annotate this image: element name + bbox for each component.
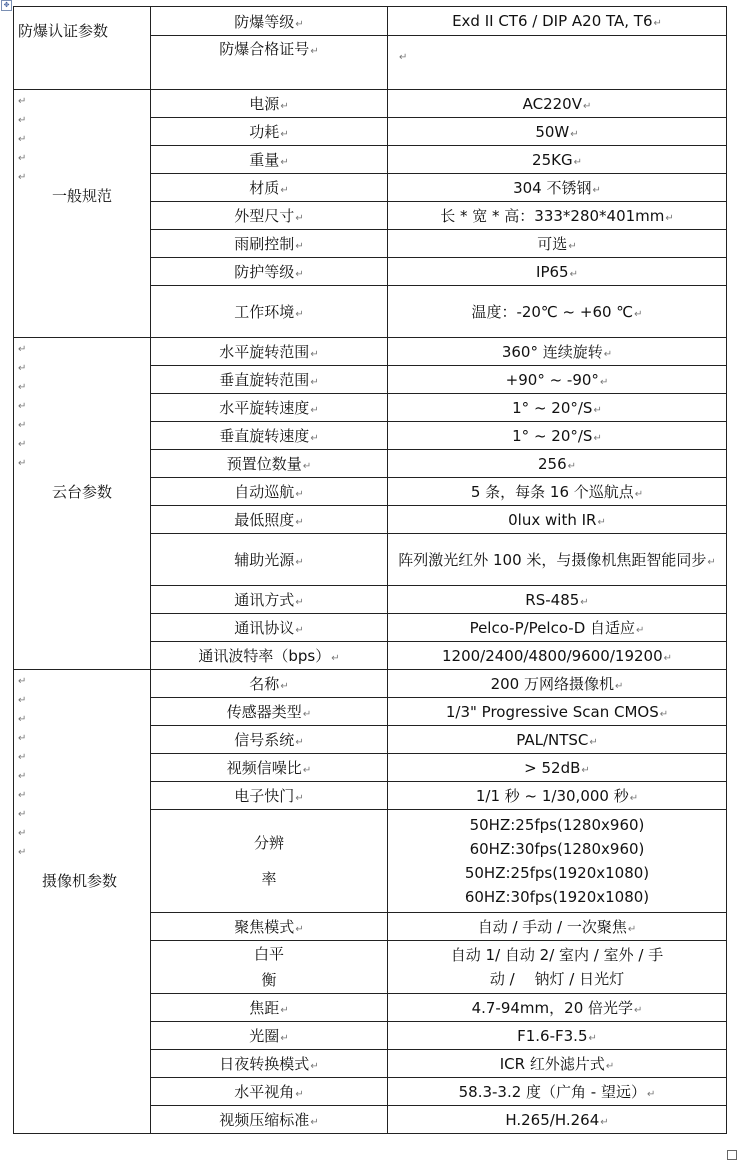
param-value: F1.6-F3.5: [517, 1026, 588, 1045]
paragraph-mark-icon: ↵: [18, 420, 27, 431]
paragraph-mark-icon: ↵: [18, 695, 27, 706]
param-name-cell: [151, 698, 388, 726]
param-name: 垂直旋转速度: [219, 427, 310, 445]
paragraph-mark-icon: ↵: [600, 1116, 609, 1128]
param-value-cell: [388, 146, 727, 174]
section-label: 云台参数: [51, 483, 112, 501]
paragraph-mark-icon: ↵: [295, 309, 304, 320]
paragraph-mark-icon: ↵: [615, 681, 624, 692]
param-name-cell: [151, 782, 388, 810]
param-value-line: 60HZ:30fps(1280x960): [469, 840, 645, 858]
section-label: 防爆认证参数: [18, 22, 109, 40]
param-value: Exd II CT6 / DIP A20 TA, T6: [452, 12, 653, 30]
param-name: 传感器类型: [226, 703, 302, 721]
paragraph-mark-icon: ↵: [18, 458, 27, 469]
paragraph-mark-icon: ↵: [18, 676, 27, 687]
param-name: 外型尺寸: [234, 207, 295, 225]
param-name: 水平视角: [234, 1083, 295, 1101]
param-name-cell: [151, 1078, 388, 1106]
paragraph-mark-icon: ↵: [310, 377, 319, 388]
paragraph-mark-icon: ↵: [310, 405, 319, 416]
param-name-cell: [151, 230, 388, 258]
param-name-cell: [151, 146, 388, 174]
paragraph-mark-icon: ↵: [295, 924, 304, 935]
param-value-cell: [388, 586, 727, 614]
paragraph-mark-icon: ↵: [280, 101, 289, 112]
table-row: [14, 338, 727, 366]
paragraph-mark-icon: ↵: [18, 134, 27, 145]
paragraph-mark-icon: ↵: [280, 185, 289, 196]
param-name: 辅助光源: [234, 551, 295, 569]
param-name: 垂直旋转范围: [219, 371, 310, 389]
param-name: 日夜转换模式: [219, 1055, 310, 1073]
param-value: 阵列激光红外 100 米，与摄像机焦距智能同步: [398, 551, 707, 569]
param-value-cell: [388, 422, 727, 450]
section-label-cell: [14, 7, 151, 90]
param-value: 304 不锈钢: [513, 179, 592, 197]
paragraph-mark-icon: ↵: [18, 809, 27, 820]
paragraph-marks: [18, 340, 146, 473]
param-value: 1° ~ 20°/S: [512, 398, 593, 417]
param-value: +90° ~ -90°: [505, 370, 599, 389]
param-value-cell: [388, 7, 727, 36]
paragraph-mark-icon: ↵: [295, 557, 304, 568]
paragraph-mark-icon: ↵: [634, 1005, 643, 1016]
param-name-cell: [151, 1106, 388, 1134]
param-name-cell: [151, 534, 388, 586]
param-name-cell: [151, 506, 388, 534]
param-name-cell: [151, 338, 388, 366]
param-name: 电源: [249, 95, 280, 113]
param-value: ICR 红外滤片式: [499, 1055, 605, 1073]
paragraph-mark-icon: ↵: [597, 516, 606, 528]
param-name-cell: [151, 478, 388, 506]
param-name: 通讯方式: [234, 591, 295, 609]
param-value-cell: [388, 941, 727, 994]
paragraph-mark-icon: ↵: [653, 18, 662, 29]
paragraph-mark-icon: ↵: [627, 924, 637, 935]
paragraph-mark-icon: ↵: [18, 96, 27, 107]
paragraph-mark-icon: ↵: [280, 157, 289, 168]
param-value: 温度：-20℃ ~ +60 ℃: [471, 303, 634, 321]
param-value-cell: [388, 913, 727, 941]
paragraph-mark-icon: ↵: [568, 241, 577, 252]
paragraph-mark-icon: ↵: [665, 213, 674, 224]
param-name-cell: [151, 174, 388, 202]
param-value-cell: [388, 118, 727, 146]
paragraph-mark-icon: ↵: [570, 128, 579, 140]
param-value: 200 万网络摄像机: [490, 675, 614, 693]
paragraph-mark-icon: ↵: [280, 129, 289, 140]
paragraph-mark-icon: ↵: [634, 309, 643, 320]
paragraph-mark-icon: ↵: [310, 1061, 319, 1072]
param-value-cell: [388, 258, 727, 286]
param-name: 预置位数量: [226, 455, 302, 473]
param-name-cell: [151, 1022, 388, 1050]
param-value-cell: [388, 670, 727, 698]
param-name-cell: [151, 994, 388, 1022]
param-value-cell: [388, 338, 727, 366]
param-name-cell: [151, 941, 388, 994]
paragraph-mark-icon: ↵: [707, 557, 716, 568]
paragraph-mark-icon: ↵: [295, 737, 304, 748]
param-value-cell: [388, 698, 727, 726]
paragraph-mark-icon: ↵: [280, 1033, 289, 1044]
param-name: 功耗: [249, 123, 280, 141]
paragraph-mark-icon: ↵: [580, 596, 589, 608]
param-name-cell: [151, 450, 388, 478]
table-row: [14, 670, 727, 698]
param-name-line: 白平: [253, 945, 284, 963]
param-name-cell: [151, 7, 388, 36]
param-name: 材质: [249, 179, 280, 197]
param-name: 防护等级: [234, 263, 295, 281]
paragraph-mark-icon: ↵: [629, 793, 639, 804]
param-value-cell: [388, 90, 727, 118]
spec-table: [13, 6, 727, 1134]
paragraph-mark-icon: ↵: [18, 714, 27, 725]
param-name: 光圈: [249, 1027, 280, 1045]
paragraph-mark-icon: ↵: [18, 363, 27, 374]
param-value-cell: [388, 36, 727, 90]
paragraph-mark-icon: ↵: [295, 625, 304, 636]
param-name-cell: [151, 913, 388, 941]
paragraph-mark-icon: ↵: [573, 156, 582, 168]
paragraph-mark-icon: ↵: [295, 793, 304, 804]
param-value: > 52dB: [524, 758, 581, 777]
paragraph-mark-icon: ↵: [295, 241, 304, 252]
param-name: 视频信噪比: [226, 759, 302, 777]
param-name: 工作环境: [234, 303, 295, 321]
param-value-line: 动 / 钠灯 / 日光灯: [489, 970, 625, 988]
param-value: AC220V: [522, 94, 582, 113]
section-label: 一般规范: [51, 187, 112, 205]
param-value: 256: [537, 454, 567, 473]
end-of-table-icon: [727, 1150, 737, 1160]
param-value: PAL/NTSC: [516, 730, 589, 749]
param-name-line: 分辨: [253, 834, 284, 852]
param-name: 防爆合格证号: [219, 40, 310, 58]
paragraph-mark-icon: ↵: [599, 376, 609, 388]
paragraph-mark-icon: ↵: [582, 100, 592, 112]
param-value: 长 * 宽 * 高：333*280*401mm: [440, 207, 665, 225]
section-label-cell: [14, 338, 151, 670]
param-name-cell: [151, 118, 388, 146]
param-name: 焦距: [249, 999, 280, 1017]
param-value: 25KG: [532, 150, 573, 169]
param-value: 5 条，每条 16 个巡航点: [470, 483, 634, 501]
paragraph-mark-icon: ↵: [295, 18, 304, 30]
param-value-line: 60HZ:30fps(1920x1080): [464, 888, 650, 906]
spec-table-body: [14, 7, 727, 1134]
param-name-cell: [151, 1050, 388, 1078]
paragraph-mark-icon: ↵: [310, 433, 319, 444]
paragraph-mark-icon: ↵: [331, 653, 340, 664]
param-name-line: 衡: [261, 971, 277, 989]
paragraph-marks: [18, 672, 146, 862]
param-value-line: 自动 1/ 自动 2/ 室内 / 室外 / 手: [450, 946, 664, 964]
param-value-cell: [388, 754, 727, 782]
param-name-cell: [151, 286, 388, 338]
paragraph-mark-icon: ↵: [18, 828, 27, 839]
param-value-line: 50HZ:25fps(1280x960): [469, 816, 645, 834]
param-name: 水平旋转范围: [219, 343, 310, 361]
param-name-cell: [151, 754, 388, 782]
paragraph-mark-icon: ↵: [592, 185, 601, 196]
param-value-cell: [388, 726, 727, 754]
param-value: 50W: [535, 122, 570, 141]
param-value: 58.3-3.2 度（广角 - 望远）: [458, 1083, 646, 1101]
param-name-cell: [151, 670, 388, 698]
paragraph-mark-icon: ↵: [659, 708, 669, 720]
paragraph-mark-icon: ↵: [295, 269, 304, 280]
paragraph-mark-icon: ↵: [295, 1089, 304, 1100]
param-value-cell: [388, 1022, 727, 1050]
param-name: 通讯波特率（bps）: [198, 647, 331, 665]
param-name: 重量: [249, 151, 280, 169]
paragraph-mark-icon: ↵: [399, 52, 408, 63]
param-value-line: 50HZ:25fps(1920x1080): [464, 864, 650, 882]
param-name: 水平旋转速度: [219, 399, 310, 417]
section-label-cell: [14, 670, 151, 1134]
param-value: H.265/H.264: [505, 1110, 600, 1129]
param-name-cell: [151, 36, 388, 90]
paragraph-mark-icon: ↵: [588, 1032, 597, 1044]
paragraph-mark-icon: ↵: [605, 1061, 615, 1072]
paragraph-mark-icon: ↵: [18, 344, 27, 355]
param-name-cell: [151, 586, 388, 614]
param-value: 1/1 秒 ~ 1/30,000 秒: [475, 787, 629, 805]
param-value: RS-485: [525, 590, 580, 609]
paragraph-marks: [18, 92, 146, 187]
param-name-cell: [151, 726, 388, 754]
param-value: 4.7-94mm，20 倍光学: [471, 999, 634, 1017]
paragraph-mark-icon: ↵: [18, 790, 27, 801]
paragraph-mark-icon: ↵: [18, 439, 27, 450]
paragraph-mark-icon: ↵: [593, 432, 602, 444]
param-name: 聚焦模式: [234, 918, 295, 936]
paragraph-mark-icon: ↵: [310, 46, 319, 57]
param-value-cell: [388, 286, 727, 338]
paragraph-mark-icon: ↵: [581, 764, 590, 776]
param-value-cell: [388, 642, 727, 670]
param-value-cell: [388, 478, 727, 506]
paragraph-mark-icon: ↵: [295, 213, 304, 224]
paragraph-mark-icon: ↵: [18, 382, 27, 393]
paragraph-mark-icon: ↵: [18, 771, 27, 782]
paragraph-mark-icon: ↵: [280, 1005, 289, 1016]
paragraph-mark-icon: ↵: [18, 115, 27, 126]
param-value-cell: [388, 994, 727, 1022]
paragraph-mark-icon: ↵: [636, 625, 645, 636]
paragraph-mark-icon: ↵: [593, 404, 602, 416]
paragraph-mark-icon: ↵: [295, 489, 304, 500]
param-name: 防爆等级: [234, 12, 295, 31]
param-value: 自动 / 手动 / 一次聚焦: [477, 918, 627, 936]
param-name-cell: [151, 366, 388, 394]
paragraph-mark-icon: ↵: [302, 461, 312, 472]
param-name-cell: [151, 90, 388, 118]
paragraph-mark-icon: ↵: [302, 765, 312, 776]
param-name-cell: [151, 422, 388, 450]
paragraph-mark-icon: ↵: [280, 681, 289, 692]
param-name: 信号系统: [234, 731, 295, 749]
param-value-cell: [388, 450, 727, 478]
param-name-cell: [151, 642, 388, 670]
param-value-cell: [388, 506, 727, 534]
param-value-cell: [388, 174, 727, 202]
param-value-cell: [388, 782, 727, 810]
paragraph-mark-icon: ↵: [295, 517, 304, 528]
paragraph-mark-icon: ↵: [18, 847, 27, 858]
param-name-line: 率: [261, 870, 277, 888]
param-value-cell: [388, 1078, 727, 1106]
param-name: 名称: [249, 675, 280, 693]
paragraph-mark-icon: ↵: [569, 268, 578, 280]
paragraph-mark-icon: ↵: [18, 401, 27, 412]
param-value: 1° ~ 20°/S: [512, 426, 593, 445]
paragraph-mark-icon: ↵: [603, 349, 613, 360]
param-name: 视频压缩标准: [219, 1111, 310, 1129]
param-value-cell: [388, 810, 727, 913]
section-label: 摄像机参数: [42, 872, 118, 890]
param-value-cell: [388, 534, 727, 586]
param-name: 雨刷控制: [234, 235, 295, 253]
param-value: Pelco-P/Pelco-D 自适应: [469, 619, 636, 637]
paragraph-mark-icon: ↵: [634, 489, 644, 500]
param-value-cell: [388, 1050, 727, 1078]
param-value-cell: [388, 394, 727, 422]
param-name: 最低照度: [234, 511, 295, 529]
param-name: 电子快门: [234, 787, 295, 805]
table-row: [14, 7, 727, 36]
paragraph-mark-icon: ↵: [295, 597, 304, 608]
param-value: 可选: [537, 235, 568, 253]
table-row: [14, 90, 727, 118]
param-name: 通讯协议: [234, 619, 295, 637]
param-value-cell: [388, 230, 727, 258]
param-name-cell: [151, 202, 388, 230]
param-name-cell: [151, 810, 388, 913]
param-value: 1200/2400/4800/9600/19200: [441, 646, 663, 665]
param-value: 0lux with IR: [508, 510, 597, 529]
table-anchor-icon[interactable]: ✥: [1, 0, 12, 11]
param-value-cell: [388, 614, 727, 642]
paragraph-mark-icon: ↵: [567, 460, 577, 472]
paragraph-mark-icon: ↵: [647, 1089, 656, 1100]
param-value: IP65: [536, 262, 569, 281]
param-value: 1/3" Progressive Scan CMOS: [445, 702, 659, 721]
paragraph-mark-icon: ↵: [18, 733, 27, 744]
paragraph-mark-icon: ↵: [302, 709, 312, 720]
paragraph-mark-icon: ↵: [310, 349, 319, 360]
param-value-cell: [388, 202, 727, 230]
param-name-cell: [151, 394, 388, 422]
paragraph-mark-icon: ↵: [663, 652, 673, 664]
param-value: 360° 连续旋转: [501, 343, 603, 361]
paragraph-mark-icon: ↵: [18, 172, 27, 183]
param-name-cell: [151, 614, 388, 642]
param-name: 自动巡航: [234, 483, 295, 501]
param-value-cell: [388, 366, 727, 394]
paragraph-mark-icon: ↵: [589, 736, 598, 748]
paragraph-mark-icon: ↵: [18, 752, 27, 763]
param-value-cell: [388, 1106, 727, 1134]
paragraph-mark-icon: ↵: [310, 1117, 319, 1128]
paragraph-mark-icon: ↵: [18, 153, 27, 164]
param-name-cell: [151, 258, 388, 286]
section-label-cell: [14, 90, 151, 338]
